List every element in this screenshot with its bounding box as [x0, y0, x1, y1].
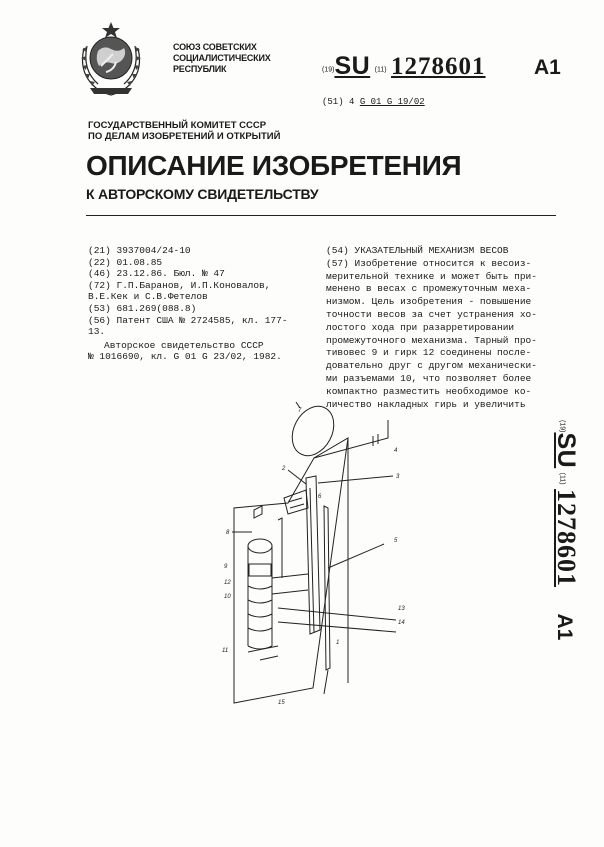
- abstract-line: (57) Изобретение относится к весоиз-: [326, 257, 532, 269]
- figure-label: 12: [224, 580, 231, 586]
- abstract-line: ми разъемами 10, что позволяет более: [326, 372, 532, 384]
- abstract-line: менено в весах с промежуточным меха-: [326, 283, 532, 295]
- figure-label: 15: [278, 700, 285, 706]
- figure-label: 5: [394, 538, 398, 544]
- figure-label: 6: [318, 494, 322, 500]
- figure-label: 13: [398, 606, 405, 612]
- figure-label: 7: [298, 408, 302, 414]
- document-subtitle: К АВТОРСКОМУ СВИДЕТЕЛЬСТВУ: [86, 186, 319, 202]
- figure-label: 14: [398, 620, 405, 626]
- biblio-line: (53) 681.269(088.8): [88, 302, 197, 314]
- figure-label: 8: [226, 530, 230, 536]
- biblio-line: (46) 23.12.86. Бюл. № 47: [88, 268, 225, 280]
- biblio-line: (22) 01.08.85: [88, 256, 163, 268]
- technical-drawing: [218, 398, 418, 710]
- abstract-line: низмом. Цель изобретения - повышение: [326, 296, 532, 308]
- inid-code-11: (11): [374, 66, 387, 74]
- abstract-line: компактно разместить необходимое ко-: [326, 385, 532, 397]
- prior-art-line: Авторское свидетельство СССР: [104, 339, 264, 351]
- vertical-publication-number: (19)SU (11) 1278601 A1: [552, 420, 581, 641]
- publication-number: [322, 52, 561, 81]
- issuing-state: СОЮЗ СОВЕТСКИХ СОЦИАЛИСТИЧЕСКИХ РЕСПУБЛИК: [173, 42, 271, 74]
- figure-label: 9: [224, 564, 228, 570]
- figure-label: 4: [394, 448, 398, 454]
- biblio-line: 13.: [88, 326, 106, 338]
- abstract-line: мерительной технике и может быть при-: [326, 270, 537, 282]
- figure-label: 11: [222, 648, 229, 654]
- figure-label: 10: [224, 594, 231, 600]
- figure-label: 2: [282, 466, 286, 472]
- abstract-line: лостого хода при разарретировании: [326, 321, 515, 333]
- biblio-line: В.Е.Кек и С.В.Фетелов: [88, 291, 208, 303]
- ipc-class: G 01 G 19/02: [359, 97, 425, 107]
- document-title: ОПИСАНИЕ ИЗОБРЕТЕНИЯ: [86, 150, 462, 181]
- inid-code-19: (19): [322, 66, 335, 74]
- invention-title: (54) УКАЗАТЕЛЬНЫЙ МЕХАНИЗМ ВЕСОВ: [326, 245, 509, 256]
- classification: [322, 97, 425, 107]
- inid-code-51: (51) 4: [322, 97, 355, 107]
- abstract-line: тивовес 9 и гирк 12 соединены после-: [326, 347, 532, 359]
- patent-number: 1278601: [391, 53, 486, 80]
- abstract: [326, 245, 551, 411]
- kind-code: A1: [533, 56, 561, 79]
- abstract-line: промежуточного механизма. Тарный про-: [326, 334, 537, 346]
- ussr-emblem: [76, 18, 146, 96]
- abstract-line: личество накладных гирь и увеличить: [326, 398, 526, 410]
- divider: [86, 215, 556, 216]
- abstract-line: довательно друг с другом механически-: [326, 360, 537, 372]
- biblio-line: (56) Патент США № 2724585, кл. 177-: [88, 314, 288, 326]
- prior-art-line: № 1016690, кл. G 01 G 23/02, 1982.: [88, 351, 282, 363]
- biblio-line: (21) 3937004/24-10: [88, 245, 191, 256]
- biblio-line: (72) Г.П.Баранов, И.П.Коновалов,: [88, 279, 271, 291]
- bibliographic-data: [88, 245, 308, 363]
- abstract-line: точности весов за счет устранения хо-: [326, 308, 537, 320]
- figure-label: 1: [336, 640, 340, 646]
- country-code: SU: [334, 52, 371, 80]
- committee: ГОСУДАРСТВЕННЫЙ КОМИТЕТ СССР ПО ДЕЛАМ ИЗОБРЕТЕНИЙ И ОТКРЫТИЙ: [88, 120, 281, 142]
- figure-label: 3: [396, 474, 400, 480]
